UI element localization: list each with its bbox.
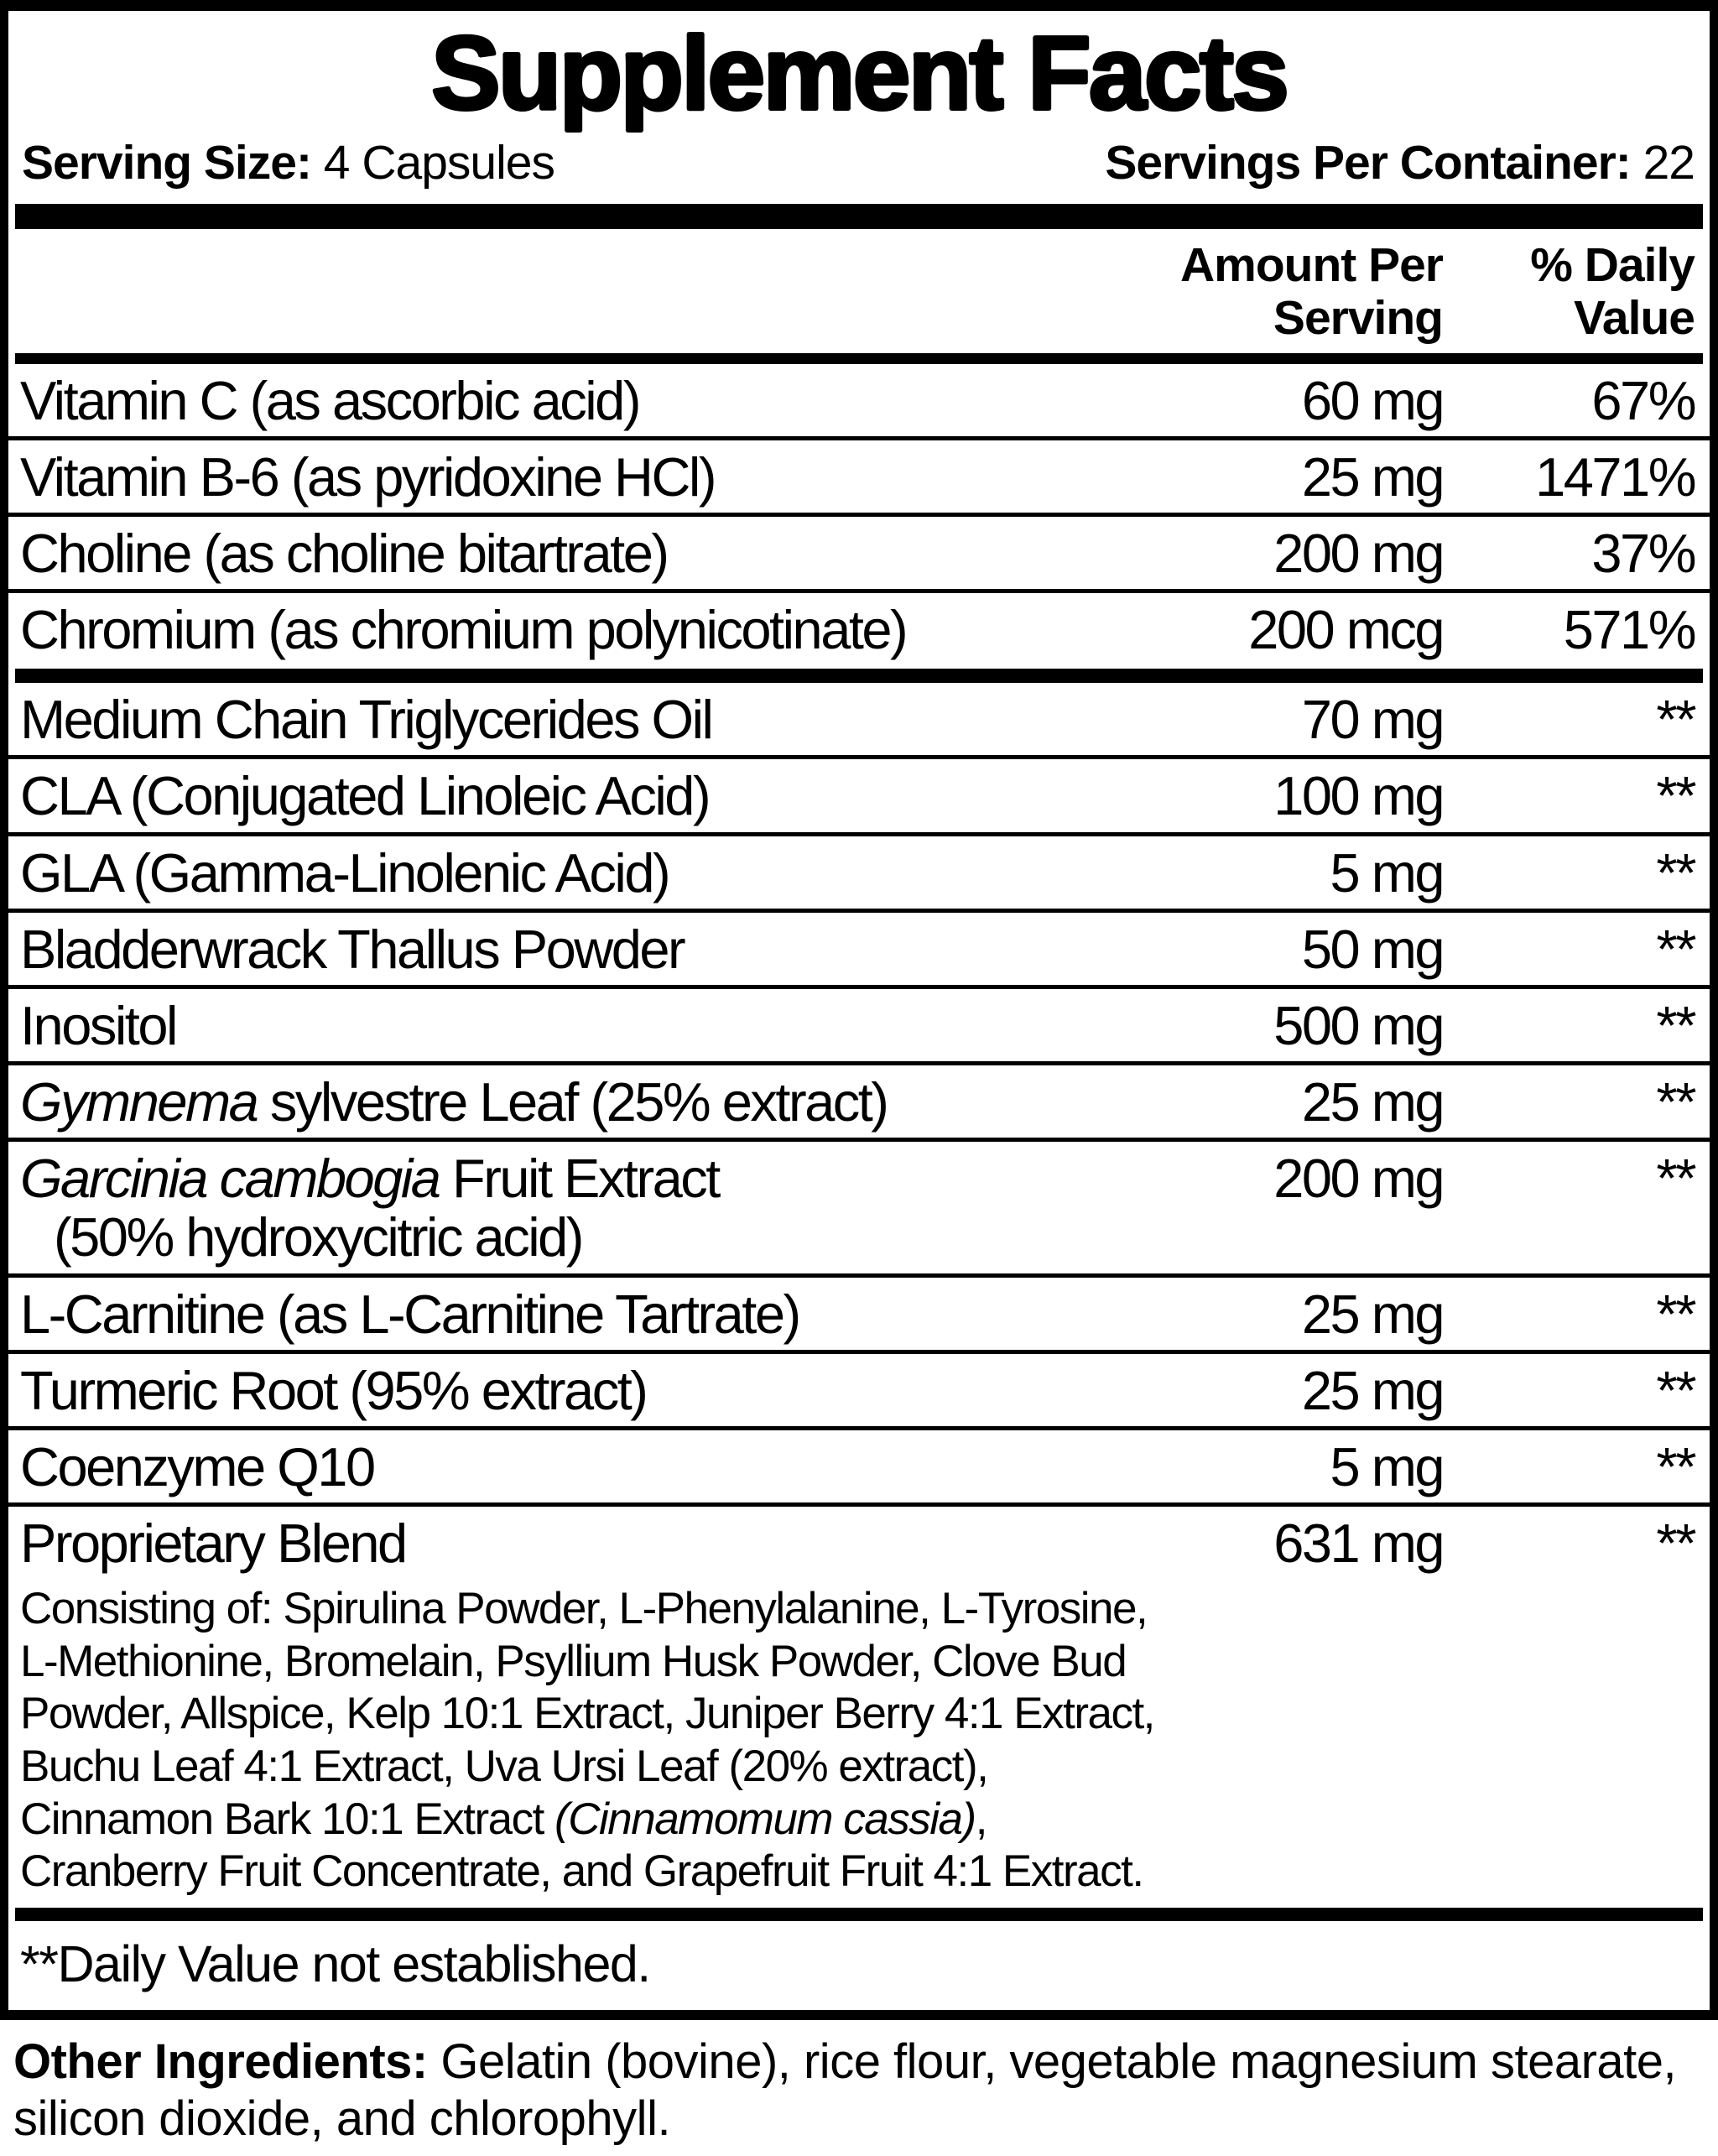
table-row: [8, 836, 1710, 913]
page-title: Supplement Facts: [431, 16, 1287, 132]
daily-value-cell: **: [1656, 1148, 1695, 1210]
daily-value-cell: **: [1656, 994, 1695, 1056]
table-row: [8, 1278, 1710, 1354]
ingredient-name: Choline (as choline bitartrate): [20, 522, 668, 584]
ingredient-name: Bladderwrack Thallus Powder: [20, 918, 685, 980]
serving-size-label: Serving Size:: [22, 136, 311, 190]
amount-cell: 25 mg: [1301, 1071, 1443, 1133]
daily-value-cell: **: [1656, 1283, 1695, 1345]
serving-size: [22, 135, 554, 190]
amount-cell: 100 mg: [1273, 765, 1443, 827]
daily-value-cell: **: [1656, 765, 1695, 827]
table-row: [8, 1354, 1710, 1430]
amount-cell: 25 mg: [1301, 1283, 1443, 1345]
table-row: [8, 364, 1710, 440]
footnote: **Daily Value not established.: [20, 1935, 650, 1992]
divider-footnote: [15, 1908, 1703, 1921]
description-line: Consisting of: Spirulina Powder, L-Phenylalanine, L-Tyrosine,: [20, 1584, 1148, 1634]
daily-value-cell: **: [1656, 1513, 1695, 1575]
ingredient-name: Medium Chain Triglycerides Oil: [20, 689, 712, 751]
amount-cell: 200 mcg: [1248, 599, 1443, 661]
other-ingredients-text: Gelatin (bovine), rice flour, vegetable magnesium stearate, silicon dioxide, and chlorophyll.: [13, 2034, 1677, 2146]
ingredient-name: Turmeric Root (95% extract): [20, 1359, 647, 1421]
daily-value-cell: 1471%: [1535, 445, 1695, 508]
divider-section: [15, 669, 1703, 683]
servings-per-container-value: 22: [1643, 136, 1695, 190]
table-row: [8, 517, 1710, 593]
daily-value-cell: 571%: [1563, 599, 1695, 661]
daily-value-cell: **: [1656, 689, 1695, 751]
description-line: Cinnamon Bark 10:1 Extract (Cinnamomum cassia),: [20, 1794, 987, 1844]
ingredient-name: L-Carnitine (as L-Carnitine Tartrate): [20, 1283, 799, 1345]
amount-cell: 60 mg: [1301, 369, 1443, 431]
amount-cell: 5 mg: [1330, 841, 1443, 904]
amount-cell: 200 mg: [1273, 1148, 1443, 1210]
daily-value-cell: **: [1656, 841, 1695, 904]
table-row: [8, 913, 1710, 989]
daily-value-cell: **: [1656, 1436, 1695, 1497]
amount-cell: 500 mg: [1273, 994, 1443, 1056]
daily-value-cell: **: [1656, 1359, 1695, 1421]
table-row: [8, 440, 1710, 517]
servings-per-container-label: Servings Per Container:: [1105, 136, 1631, 190]
ingredient-name: Inositol: [20, 994, 176, 1056]
ingredient-name-line2: (50% hydroxycitric acid): [54, 1206, 582, 1268]
daily-value-cell: **: [1656, 918, 1695, 980]
ingredient-name: Garcinia cambogia Fruit Extract (50% hydroxycitric acid): [20, 1149, 1124, 1267]
serving-size-row: [8, 133, 1710, 204]
amount-cell: 200 mg: [1273, 522, 1443, 584]
description-line: Powder, Allspice, Kelp 10:1 Extract, Juniper Berry 4:1 Extract,: [20, 1689, 1154, 1739]
proprietary-blend-description: [20, 1583, 1695, 1898]
amount-per-serving-header: Amount Per Serving: [1179, 238, 1443, 345]
amount-cell: 25 mg: [1301, 445, 1443, 508]
column-headers: [8, 229, 1710, 352]
table-row: [8, 1142, 1710, 1277]
divider-thick-top: [15, 204, 1703, 229]
ingredient-rows: [8, 364, 1710, 1904]
description-line: Buchu Leaf 4:1 Extract, Uva Ursi Leaf (20% extract),: [20, 1741, 988, 1791]
amount-cell: 25 mg: [1301, 1359, 1443, 1421]
daily-value-cell: **: [1656, 1071, 1695, 1133]
ingredient-name: Gymnema sylvestre Leaf (25% extract): [20, 1071, 888, 1133]
table-row: [8, 759, 1710, 836]
servings-per-container: [1105, 135, 1695, 190]
description-line: L-Methionine, Bromelain, Psyllium Husk Powder, Clove Bud: [20, 1636, 1127, 1686]
ingredient-name: Proprietary Blend: [20, 1513, 406, 1575]
ingredient-name: CLA (Conjugated Linoleic Acid): [20, 765, 710, 827]
other-ingredients: [0, 2020, 1718, 2156]
table-row: [8, 1507, 1710, 1903]
amount-cell: 631 mg: [1273, 1513, 1443, 1575]
table-row: [8, 683, 1710, 759]
table-row: [8, 1430, 1710, 1507]
divider-header: [15, 353, 1703, 364]
table-row: [8, 1065, 1710, 1142]
other-ingredients-label: Other Ingredients:: [13, 2034, 428, 2089]
ingredient-name: Coenzyme Q10: [20, 1436, 374, 1497]
description-line: Cranberry Fruit Concentrate, and Grapefruit Fruit 4:1 Extract.: [20, 1846, 1143, 1897]
ingredient-name: Vitamin B-6 (as pyridoxine HCl): [20, 445, 715, 508]
serving-size-value: 4 Capsules: [323, 136, 554, 190]
amount-cell: 50 mg: [1301, 918, 1443, 980]
ingredient-name: GLA (Gamma-Linolenic Acid): [20, 841, 669, 904]
ingredient-name: Vitamin C (as ascorbic acid): [20, 369, 639, 431]
daily-value-header: % Daily Value: [1530, 238, 1695, 345]
amount-cell: 70 mg: [1301, 689, 1443, 751]
table-row: [8, 593, 1710, 669]
table-row: [8, 989, 1710, 1065]
amount-cell: 5 mg: [1330, 1436, 1443, 1497]
daily-value-cell: 67%: [1591, 369, 1695, 431]
daily-value-cell: 37%: [1591, 522, 1695, 584]
ingredient-name: Chromium (as chromium polynicotinate): [20, 599, 907, 661]
